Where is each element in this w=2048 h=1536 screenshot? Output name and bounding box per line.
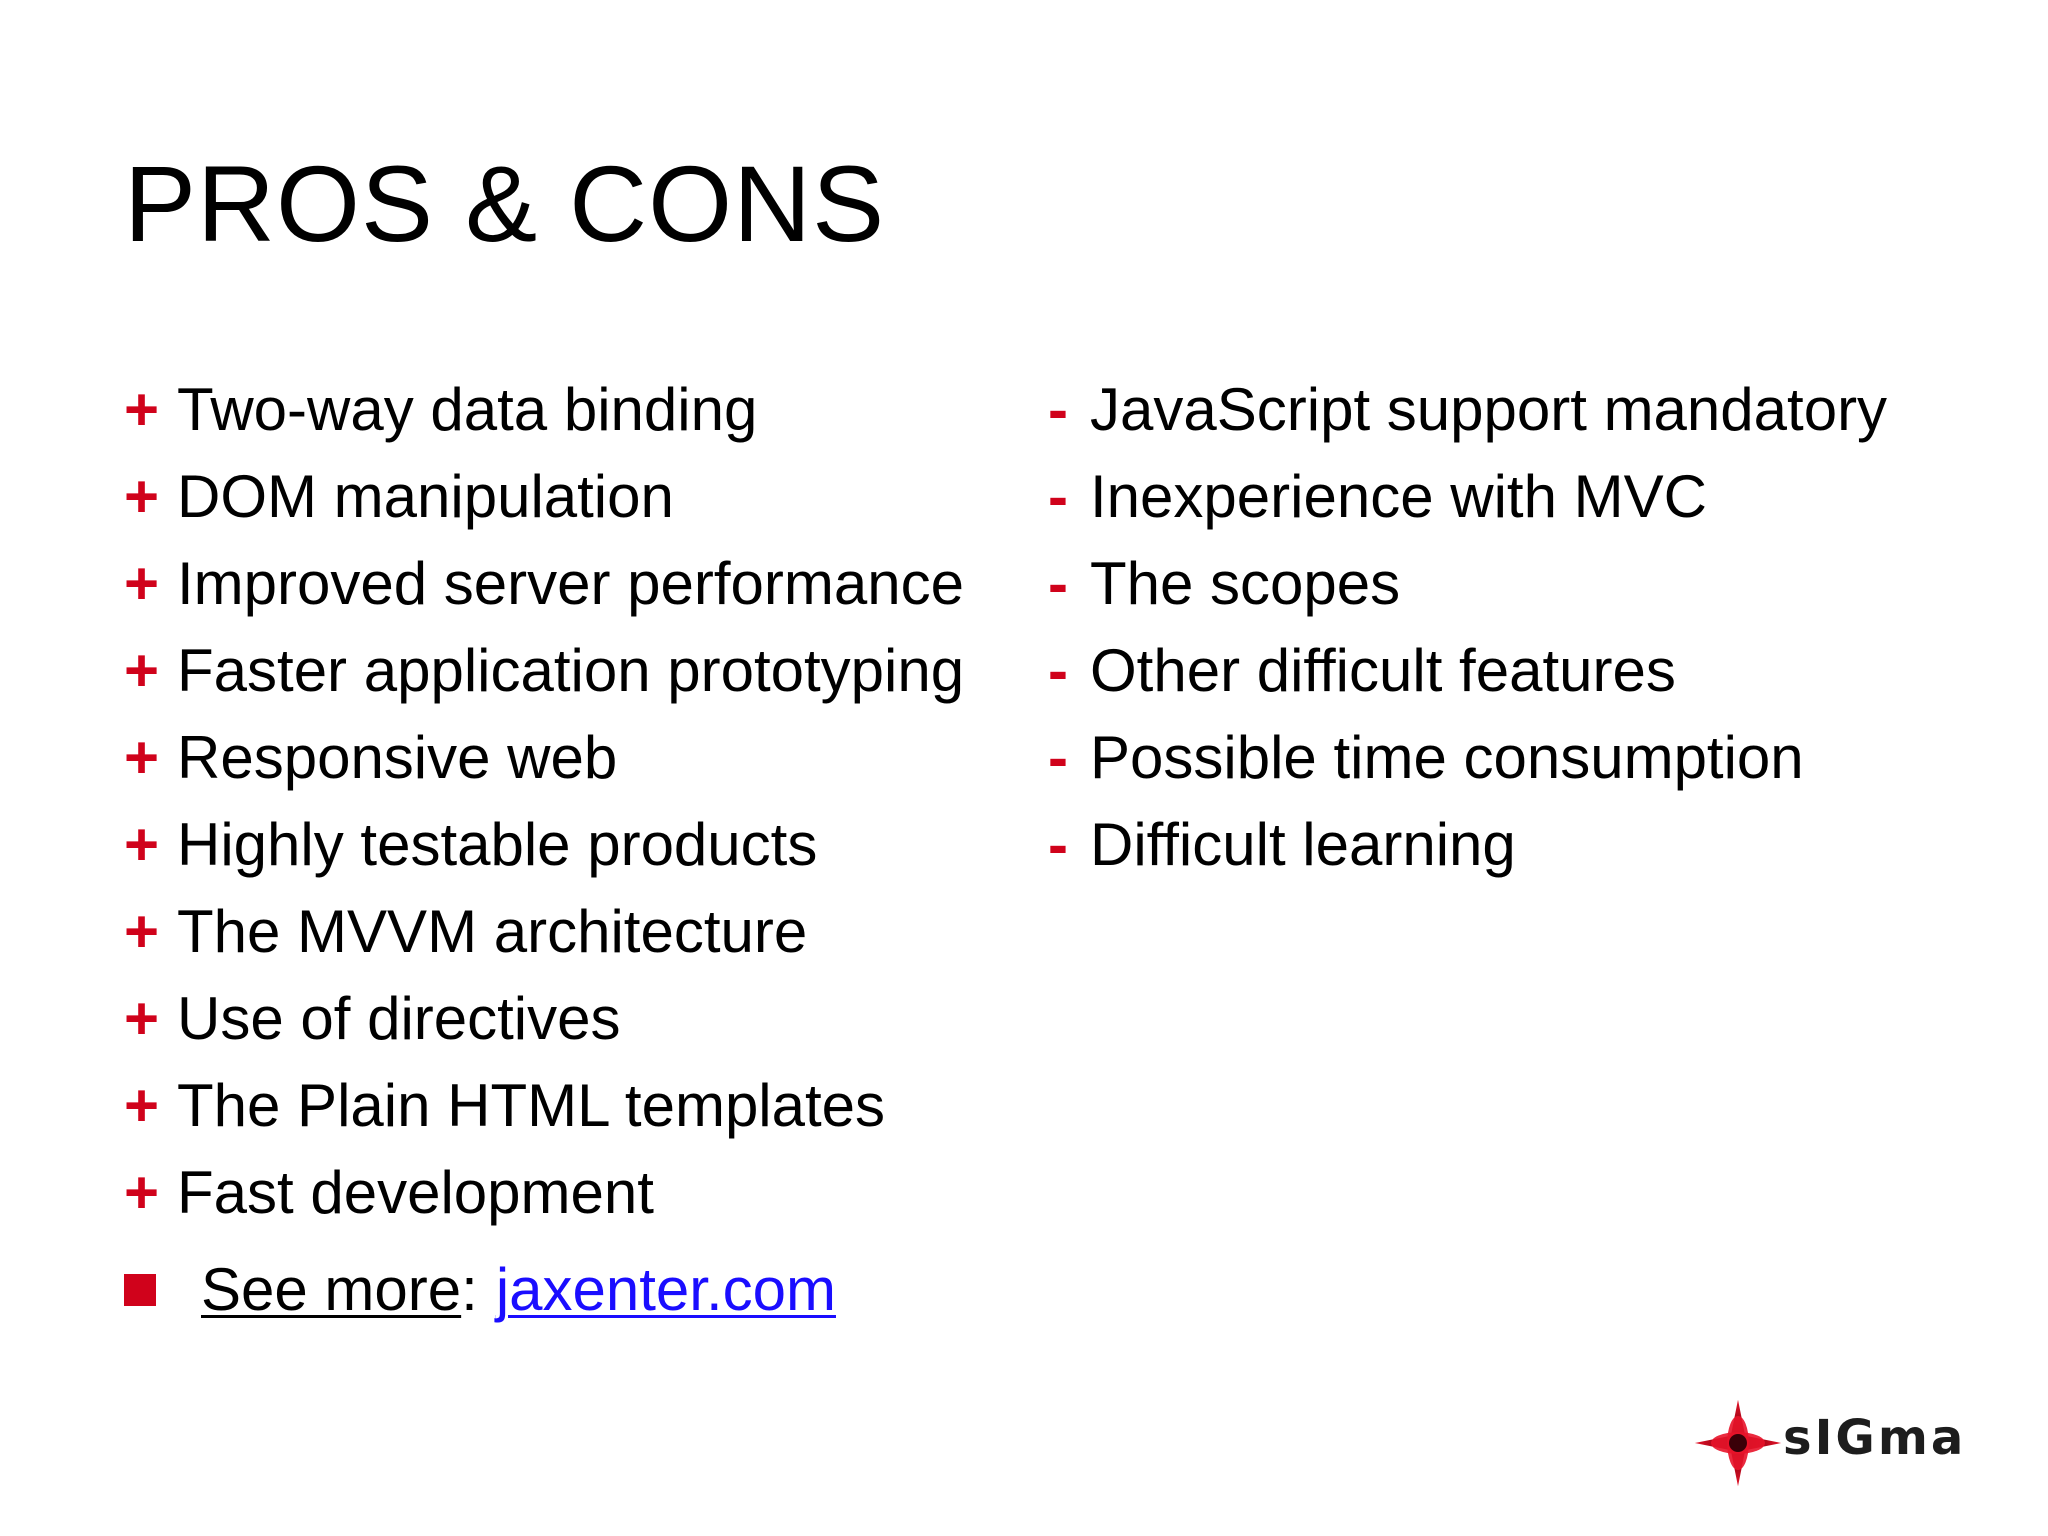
list-item: [124, 1149, 964, 1236]
list-item: [1048, 366, 1887, 453]
pro-item-text: The MVVM architecture: [177, 898, 808, 965]
pros-list: [124, 366, 964, 1236]
logo-wordmark: sIGma: [1783, 1410, 1967, 1466]
plus-marker: +: [124, 985, 160, 1052]
list-item: [124, 714, 964, 801]
plus-marker: +: [124, 724, 160, 791]
plus-marker: +: [124, 463, 160, 530]
list-item: [124, 540, 964, 627]
see-more-line: [124, 1246, 836, 1333]
list-item: [1048, 540, 1887, 627]
minus-marker: -: [1048, 637, 1068, 704]
minus-marker: -: [1048, 463, 1068, 530]
minus-marker: -: [1048, 376, 1068, 443]
sigma-star-logo-icon: [1693, 1398, 1783, 1488]
list-item: [124, 975, 964, 1062]
see-more-link[interactable]: See more: [201, 1256, 462, 1323]
con-item-text: Possible time consumption: [1090, 724, 1804, 791]
pro-item-text: Responsive web: [177, 724, 618, 791]
plus-marker: +: [124, 1159, 160, 1226]
list-item: [1048, 801, 1887, 888]
square-bullet-icon: [124, 1274, 156, 1306]
pro-item-text: Faster application prototyping: [177, 637, 965, 704]
pro-item-text: Fast development: [177, 1159, 654, 1226]
plus-marker: +: [124, 898, 160, 965]
list-item: [1048, 714, 1887, 801]
con-item-text: Difficult learning: [1090, 811, 1516, 878]
cons-list: [1048, 366, 1887, 888]
list-item: [124, 453, 964, 540]
con-item-text: Inexperience with MVC: [1090, 463, 1707, 530]
con-item-text: Other difficult features: [1090, 637, 1676, 704]
minus-marker: -: [1048, 724, 1068, 791]
con-item-text: The scopes: [1090, 550, 1401, 617]
plus-marker: +: [124, 550, 160, 617]
plus-marker: +: [124, 1072, 160, 1139]
list-item: [124, 627, 964, 714]
slide-title: PROS & CONS: [124, 143, 886, 264]
jaxenter-link[interactable]: jaxenter.com: [495, 1256, 836, 1323]
list-item: [124, 888, 964, 975]
plus-marker: +: [124, 637, 160, 704]
pro-item-text: Improved server performance: [177, 550, 964, 617]
list-item: [124, 366, 964, 453]
pro-item-text: The Plain HTML templates: [177, 1072, 886, 1139]
sigma-logo: [1693, 1398, 1983, 1488]
list-item: [1048, 627, 1887, 714]
minus-marker: -: [1048, 811, 1068, 878]
pro-item-text: DOM manipulation: [177, 463, 674, 530]
see-more-separator: :: [461, 1256, 478, 1323]
plus-marker: +: [124, 376, 160, 443]
list-item: [1048, 453, 1887, 540]
plus-marker: +: [124, 811, 160, 878]
con-item-text: JavaScript support mandatory: [1090, 376, 1888, 443]
minus-marker: -: [1048, 550, 1068, 617]
pro-item-text: Highly testable products: [177, 811, 818, 878]
list-item: [124, 1062, 964, 1149]
pro-item-text: Use of directives: [177, 985, 621, 1052]
list-item: [124, 801, 964, 888]
pro-item-text: Two-way data binding: [177, 376, 758, 443]
